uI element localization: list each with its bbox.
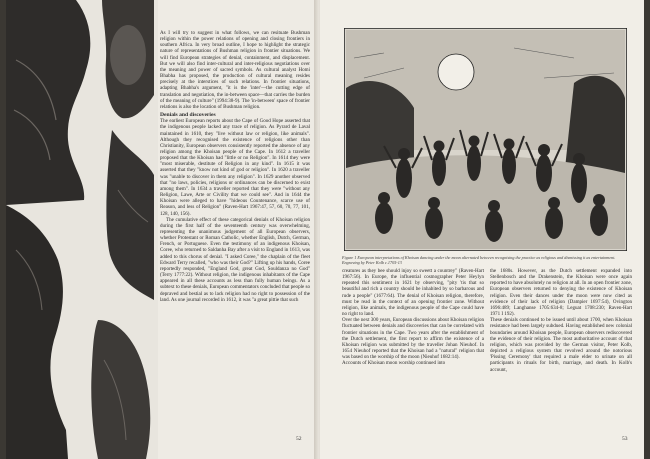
left-text-column bbox=[160, 30, 310, 303]
right-page bbox=[320, 0, 644, 459]
section-heading: Denials and discoveries bbox=[160, 112, 216, 119]
page-number-left: 52 bbox=[296, 436, 302, 442]
figure-caption: Figure 1 European interpretations of Khoisan dancing under the moon alternated between recognising the practice as religious and dismissing it as entertainment. Engraving by Peter Kolb c.1705-13 bbox=[342, 255, 616, 265]
carved-figures-illustration-icon bbox=[6, 0, 158, 459]
left-page bbox=[6, 0, 318, 459]
paragraph-cumulative: The cumulative effect of these categorical denials of Khoisan religion during the first half of the seventeenth century was overwhelming, representing the unanimous judgement of all European observers, whether Protestant or Roman Catholic, whether English, Dutch, German, French, or Portuguese. Even the testimony of an indigenous Khoisan, Coree, who returned to Saldanha Bay after a visit to England in 1613, was added to this chorus of denial. "I asked Coree," the chaplain of the fleet Edward Terry recalled, "who was their God?" Lifting up his hands, Coree reportedly responded, "England God, great God, Souldanza no God" (Terry 1777:22). Without religion, the indigenous inhabitants of the Cape appeared in all these accounts as less than fully human beings. As a subtext to these denials, European commentators concluded that people so depraved and bestial as to lack religion had no right to possession of the land. As one journal recorded in 1612, it was "a great pittie that such bbox=[160, 216, 310, 303]
right-text-column-2: the 1680s. However, as the Dutch settlement expanded into Stellenbosch and the Drakenstein, the Khoisan were once again reported to have absolutely no religion at all. In an open frontier zone, European observers returned to denying the existence of Khoisan religion. Even their dances under the moon were now cited as evidence of their lack of religion (Dampier 1697:54), Ovington 1696:489; Langhanse 1705:634-8; Leguat 1708:230; Raven-Hart 1971 I 192). These denials continued to be issued until about 1700, when Khoisan resistance had been largely subdued. Having established new colonial boundaries around Khoisan people, European observers rediscovered the evidence of their religion. The most authoritative account of that religion, which was provided by the German visitor, Peter Kolb, depicted a religious system that revolved around the notorious 'Pissing Ceremony' that required a male elder to urinate on all participants in rituals for birth, marriage, and death. In Kolb's account, bbox=[490, 268, 632, 373]
paragraph-denials: The earliest European reports about the Cape of Good Hope asserted that the indigenous people lacked any trace of religion. As Pyrard de Laval maintained in 1610, they "live without law or religion, like animals". Although they recognised the existence of religions other than Christianity, European observers consistently reported the absence of any religion among the Khoisan people of the Cape. In 1612 a traveller proposed that the Khoisan had "little or no Religion". In 1614 they were "most miserable, destitute of Religion in any kind". In 1615 it was asserted that they "know not kind of god or religion". In 1620 a traveller was "unable to discover in them any religion". In 1629 another observed that "no laws, policies, religions or ordinances can be discerned to exist among them". In 1634 a traveller reported that they were "without any Religion, Lawe, Arte or Civility that we could see". And in 1644 the Khoisan were alleged to have "hideous Countenance, scarce use of Reason, and less of Religion" (Raven-Hart 1967:47, 57, 60, 70, 77, 101, 128, 140, 156). bbox=[160, 118, 310, 217]
moon-dance-engraving-icon bbox=[344, 28, 627, 251]
right-text-column-1: creatures as they bee should injoy so sweett a countrey" (Raven-Hart 1967:56). In Europe, the influential cosmographer Peter Heylyn repeated this sentiment in 1621 by observing, "pity 'tis that so beautiful and rich a country should be inhabited by so barbarous and rude a people" (1677:64). The denial of Khoisan religion, therefore, must be read in the context of an opening frontier zone. Without religion, like animals, the indigenous people of the Cape could have no right to land. Over the next 300 years, European discussions about Khoisan religion fluctuated between denials and discoveries that can be correlated with frontier situations in the Cape. Two years after the establishment of the Dutch settlement, the first report to affirm the existence of a Khoisan religion was submitted by the traveller Johan Nieuhof. In 1654 Nieuhof reported that the Khoisan had a "natural" religion that was based on the worship of the moon (Nieuhof 1682:14). Accounts of Khoisan moon worship continued into bbox=[342, 268, 484, 367]
page-number-right: 53 bbox=[622, 436, 628, 442]
intro-paragraph: As I will try to suggest in what follows, we can resituate Bushman religion within the power relations of opening and closing frontiers in southern Africa. In very broad outline, I hope to highlight the strategic nature of representations of Bushman religion in frontier situations. We will find European strategies of denial, containment, and displacement. But we will also find inter-cultural and inter-religious negotiations over the meaning and power of sacred symbols. As cultural analyst Homi Bhabha has proposed, the production of cultural meaning resides precisely at the interstices of such relations. In frontier situations, adapting Bhabha's argument, "it is the 'inter'—the cutting edge of translation and negotiation, the in-between space—that carries the burden of the meaning of culture" (1994:38-9). The 'in-between' space of frontier relations is also the location of Bushman religion. bbox=[160, 30, 310, 110]
